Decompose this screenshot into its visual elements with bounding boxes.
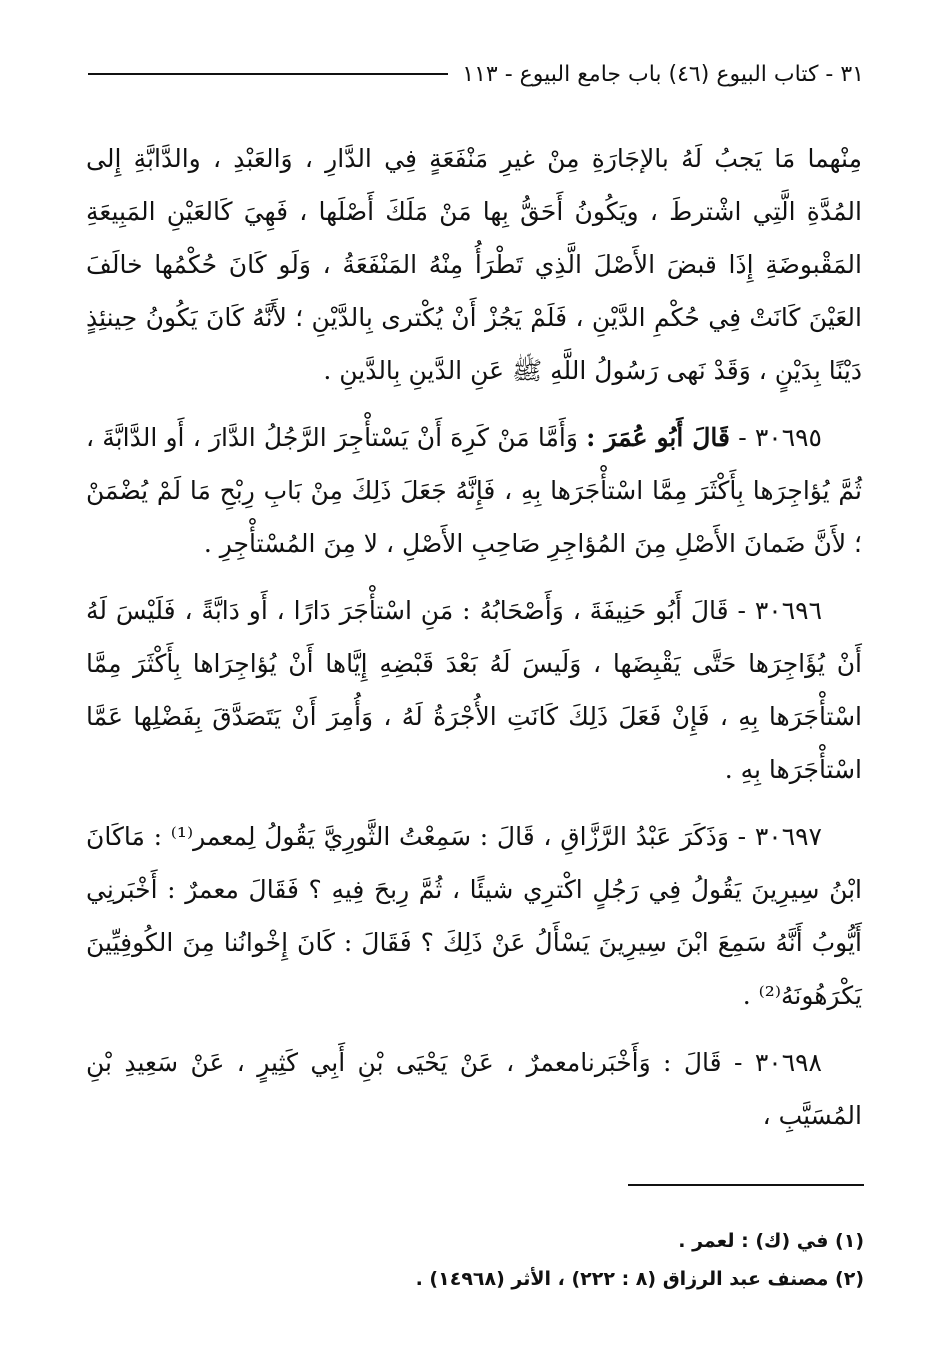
paragraph-text: قَالَ : وَأَخْبَرنامعمرٌ ، عَنْ يَحْيَى بْنِ أَبِي كَثِيرٍ ، عَنْ سَعِيدِ بْنِ المُسَيَّبِ ، (86, 1048, 862, 1130)
paragraph-text: وَذَكَرَ عَبْدُ الرَّزَّاقِ ، قَالَ : سَمِعْتُ الثَّورِيَّ يَقُولُ لِمعمر⁽¹⁾ : مَاكَانَ ابْنُ سِيرِينَ يَقُولُ فِي رَجُلٍ اكْترِي شيئًا ، ثُمَّ رِبحَ فِيهِ ؟ فَقَالَ معمرٌ : أَخْبَرنِي أَيُّوبُ أَنَّهُ سَمِعَ ابْنَ سِيرِينَ يَسْأَلُ عَنْ ذَلِكَ ؟ فَقَالَ : كَانَ إِخْوانُنا مِنَ الكُوفِيِّينَ يَكْرَهُونَهُ⁽²⁾ . (86, 822, 863, 1010)
speaker-label: قَالَ أَبُو عُمَرَ : (586, 423, 730, 452)
paragraph-number: ٣٠٦٩٧ - (737, 822, 822, 851)
paragraph (86, 132, 862, 397)
header-rule (88, 73, 448, 75)
footnote-divider (628, 1184, 864, 1186)
paragraph-number: ٣٠٦٩٦ - (737, 596, 822, 625)
paragraph-text: وَأَمَّا مَنْ كَرِهَ أَنْ يَسْتأْجِرَ الرَّجُلُ الدَّارَ ، أَو الدَّابَّةَ ، ثُمَّ يُؤاجِرَها بِأَكْثَرَ مِمَّا اسْتأْجَرَها بِهِ ، فَإِنَّهُ جَعَلَ ذَلِكَ مِنْ بَابِ رِبْحِ مَا لَمْ يُضْمَنْ ؛ لأَنَّ ضَمانَ الأَصْلِ مِنَ المُؤاجِرِ صَاحِبِ الأَصْلِ ، لا مِنَ المُسْتأْجِرِ . (86, 423, 862, 558)
footnotes (300, 1222, 864, 1298)
footnote: (١) في (ك) : لعمر . (678, 1230, 864, 1252)
paragraph (86, 810, 862, 1022)
header-title: ٣١ - كتاب البيوع (٤٦) باب جامع البيوع - ١١٣ (462, 61, 864, 87)
footnote: (٢) مصنف عبد الرزاق (٨ : ٢٢٢) ، الأثر (١٤٩٦٨) . (415, 1268, 864, 1290)
paragraph-text: مِنْهما مَا يَجبُ لَهُ بالإجَارَةِ مِنْ غيرِ مَنْفَعَةٍ فِي الدَّارِ ، وَالعَبْدِ ، والدَّابَّةِ إِلى المُدَّةِ الَّتِي اشْترطَ ، ويَكُونُ أَحَقُّ بِها مَنْ مَلَكَ أَصْلَها ، فَهِيَ كَالعَيْنِ المَبِيعَةِ المَقْبوضَةِ إِذَا قبضَ الأَصْلَ الَّذِي تَطْرَأُ مِنْهُ المَنْفَعَةُ ، وَلَو كَانَ حُكْمُها خالَفَ العَيْنَ كَانَتْ فِي حُكْمِ الدَّيْنِ ، فَلَمْ يَجُزْ أَنْ يُكْترى بِالدَّيْنِ ؛ لأَنَّهُ كَانَ يَكُونُ حِينئِذٍ دَيْنًا بِدَيْنٍ ، وَقَدْ نَهى رَسُولُ اللَّهِ ﷺ عَنِ الدَّينِ بِالدَّينِ . (86, 144, 862, 385)
main-text (86, 132, 862, 1156)
paragraph (86, 1036, 862, 1142)
running-header (88, 54, 864, 94)
paragraph-number: ٣٠٦٩٥ - (738, 423, 822, 452)
paragraph-number: ٣٠٦٩٨ - (734, 1048, 822, 1077)
paragraph (86, 411, 862, 570)
paragraph (86, 584, 862, 796)
paragraph-text: قَالَ أَبُو حَنِيفَةَ ، وَأَصْحَابُهُ : مَنِ اسْتأْجَرَ دَارًا ، أَو دَابَّةً ، فَلَيْسَ لَهُ أَنْ يُؤَاجِرَها حَتَّى يَقْبِضَها ، وَلَيسَ لَهُ بَعْدَ قَبْضِهِ إِيَّاها أَنْ يُؤاجِرَاها بِأَكْثَرَ مِمَّا اسْتأْجَرَها بِهِ ، فَإِنْ فَعَلَ ذَلِكَ كَانَتِ الأُجْرَةُ لَهُ ، وَأُمِرَ أَنْ يَتَصَدَّقَ بِفَضْلِها عَمَّا اسْتأْجَرَها بِهِ . (86, 596, 862, 784)
